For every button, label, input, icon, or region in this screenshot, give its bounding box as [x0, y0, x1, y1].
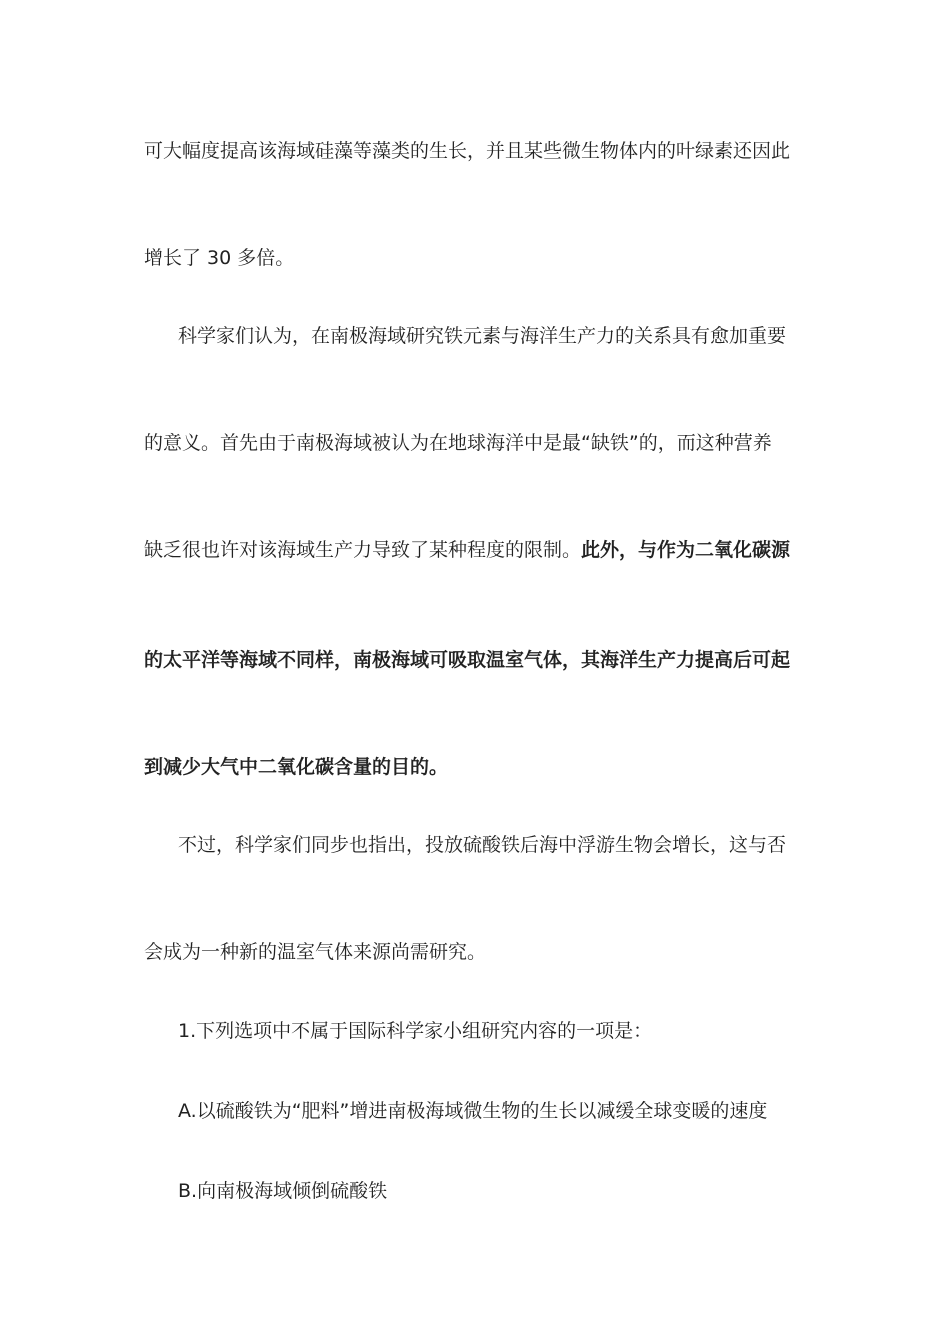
option-b: B.向南极海域倾倒硫酸铁	[178, 1180, 388, 1202]
text-line-2: 增长了 30 多倍。	[144, 247, 295, 269]
paragraph-start-line: 科学家们认为，在南极海域研究铁元素与海洋生产力的关系具有愈加重要	[178, 325, 787, 347]
paragraph-start-line-2: 不过，科学家们同步也指出，投放硫酸铁后海中浮游生物会增长，这与否	[178, 834, 787, 856]
text-line-5-bold: 此外，与作为二氧化碳源	[581, 539, 791, 561]
text-line-5	[144, 537, 804, 563]
text-line-9: 会成为一种新的温室气体来源尚需研究。	[144, 941, 487, 963]
option-a: A.以硫酸铁为“肥料”增进南极海域微生物的生长以减缓全球变暖的速度	[178, 1100, 768, 1122]
text-line-5-regular: 缺乏很也许对该海域生产力导致了某种程度的限制。	[144, 539, 582, 561]
text-line-1: 可大幅度提高该海域硅藻等藻类的生长，并且某些微生物体内的叶绿素还因此	[144, 140, 791, 162]
question-stem: 1.下列选项中不属于国际科学家小组研究内容的一项是：	[178, 1020, 653, 1042]
bold-text-line-7: 到减少大气中二氧化碳含量的目的。	[144, 756, 449, 778]
text-line-4: 的意义。首先由于南极海域被认为在地球海洋中是最“缺铁”的，而这种营养	[144, 432, 772, 454]
bold-text-line-6: 的太平洋等海域不同样，南极海域可吸取温室气体，其海洋生产力提高后可起	[144, 649, 791, 671]
